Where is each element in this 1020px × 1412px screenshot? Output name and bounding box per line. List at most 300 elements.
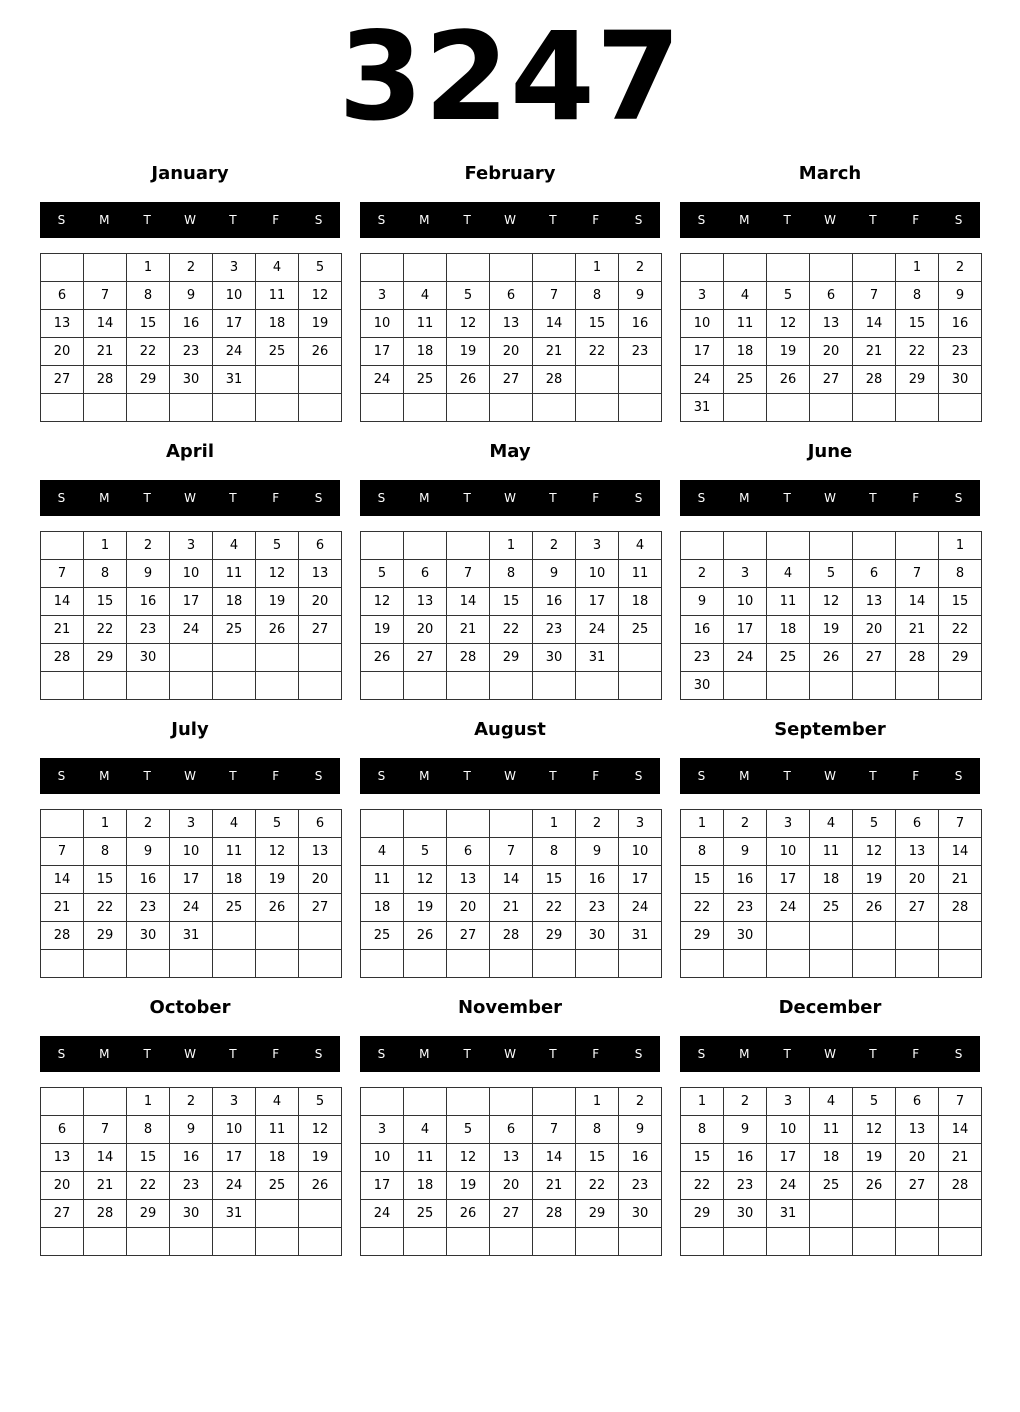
day-cell: 15 [576, 310, 619, 338]
day-cell [939, 1200, 982, 1228]
day-cell [127, 394, 170, 422]
day-cell: 23 [619, 338, 662, 366]
day-cell: 28 [84, 366, 127, 394]
day-cell: 14 [84, 1144, 127, 1172]
day-cell: 6 [490, 282, 533, 310]
day-cell [533, 254, 576, 282]
day-cell: 18 [767, 616, 810, 644]
day-cell: 28 [84, 1200, 127, 1228]
weekday-label: S [57, 1047, 66, 1061]
weekday-label: T [229, 1047, 237, 1061]
day-grid [360, 1087, 662, 1256]
day-cell: 28 [490, 922, 533, 950]
day-cell [84, 950, 127, 978]
day-cell: 23 [170, 338, 213, 366]
day-cell: 17 [213, 1144, 256, 1172]
day-cell: 21 [533, 338, 576, 366]
month-name: July [171, 719, 209, 740]
day-cell [41, 950, 84, 978]
day-cell: 23 [127, 894, 170, 922]
day-cell: 17 [619, 866, 662, 894]
day-cell: 19 [256, 866, 299, 894]
day-cell: 26 [447, 366, 490, 394]
week-row [681, 838, 982, 866]
day-cell: 29 [490, 644, 533, 672]
day-cell [767, 672, 810, 700]
day-cell: 7 [533, 1116, 576, 1144]
day-cell: 8 [127, 1116, 170, 1144]
day-cell: 18 [404, 338, 447, 366]
day-cell: 8 [576, 282, 619, 310]
day-cell: 5 [853, 810, 896, 838]
day-cell [939, 1228, 982, 1256]
week-row [361, 310, 662, 338]
day-cell [84, 254, 127, 282]
month-name: December [778, 997, 882, 1018]
day-cell: 30 [170, 1200, 213, 1228]
day-cell [896, 394, 939, 422]
weekday-label: W [504, 769, 516, 783]
day-cell: 29 [84, 922, 127, 950]
week-row [681, 672, 982, 700]
day-cell: 3 [767, 810, 810, 838]
day-cell [299, 644, 342, 672]
day-cell: 11 [404, 1144, 447, 1172]
day-cell [810, 1228, 853, 1256]
day-cell: 10 [170, 838, 213, 866]
day-cell [724, 394, 767, 422]
day-cell [361, 672, 404, 700]
weekday-label: M [419, 213, 430, 227]
day-cell: 16 [127, 588, 170, 616]
day-cell: 7 [447, 560, 490, 588]
week-row [41, 1116, 342, 1144]
day-cell: 11 [767, 588, 810, 616]
month-name: June [807, 441, 853, 462]
weekday-header [360, 202, 660, 238]
day-cell: 23 [939, 338, 982, 366]
day-cell: 26 [256, 894, 299, 922]
day-cell: 7 [41, 838, 84, 866]
day-cell: 10 [361, 1144, 404, 1172]
week-row [41, 672, 342, 700]
day-cell: 21 [84, 338, 127, 366]
week-row [681, 922, 982, 950]
weekday-label: W [184, 491, 196, 505]
day-cell: 17 [213, 310, 256, 338]
day-cell: 9 [576, 838, 619, 866]
weekday-label: W [184, 1047, 196, 1061]
day-cell: 15 [681, 1144, 724, 1172]
day-cell [939, 950, 982, 978]
day-cell: 20 [41, 1172, 84, 1200]
day-cell: 4 [404, 282, 447, 310]
day-cell: 12 [767, 310, 810, 338]
day-cell [896, 1200, 939, 1228]
weekday-label: T [463, 491, 471, 505]
day-cell: 29 [896, 366, 939, 394]
week-row [361, 394, 662, 422]
weekday-label: W [824, 769, 836, 783]
weekday-label: S [314, 491, 323, 505]
day-grid [40, 531, 342, 700]
day-cell: 18 [810, 866, 853, 894]
day-cell: 9 [170, 1116, 213, 1144]
weekday-label: T [783, 769, 791, 783]
day-cell: 4 [724, 282, 767, 310]
day-cell: 26 [299, 1172, 342, 1200]
day-cell: 22 [84, 894, 127, 922]
day-cell: 5 [299, 254, 342, 282]
day-cell: 11 [213, 838, 256, 866]
month-name: January [151, 163, 229, 184]
weekday-label: S [57, 491, 66, 505]
day-cell: 5 [256, 810, 299, 838]
week-row [681, 366, 982, 394]
weekday-label: F [912, 1047, 920, 1061]
day-cell: 30 [576, 922, 619, 950]
day-cell [576, 1228, 619, 1256]
day-cell [256, 1228, 299, 1256]
month-name: March [798, 163, 862, 184]
day-cell [213, 1228, 256, 1256]
day-grid [360, 531, 662, 700]
day-cell: 12 [853, 838, 896, 866]
day-cell [404, 672, 447, 700]
day-cell: 2 [170, 1088, 213, 1116]
day-cell [84, 672, 127, 700]
day-cell: 18 [256, 310, 299, 338]
day-cell: 11 [213, 560, 256, 588]
weekday-label: S [377, 1047, 386, 1061]
day-cell: 28 [41, 644, 84, 672]
day-cell: 9 [170, 282, 213, 310]
day-cell: 27 [41, 1200, 84, 1228]
day-cell: 30 [681, 672, 724, 700]
weekday-label: F [592, 491, 600, 505]
day-cell: 19 [256, 588, 299, 616]
day-cell: 12 [447, 1144, 490, 1172]
day-cell: 25 [619, 616, 662, 644]
day-cell: 24 [681, 366, 724, 394]
day-cell: 17 [576, 588, 619, 616]
day-cell: 29 [84, 644, 127, 672]
weekday-label: F [272, 213, 280, 227]
day-cell: 9 [724, 1116, 767, 1144]
day-cell: 13 [299, 560, 342, 588]
day-cell: 13 [896, 1116, 939, 1144]
weekday-label: S [697, 491, 706, 505]
day-cell: 16 [939, 310, 982, 338]
day-cell: 24 [724, 644, 767, 672]
weekday-label: W [184, 769, 196, 783]
day-cell: 13 [490, 310, 533, 338]
day-cell: 29 [127, 1200, 170, 1228]
day-cell: 7 [533, 282, 576, 310]
day-cell: 23 [170, 1172, 213, 1200]
day-cell [939, 672, 982, 700]
day-cell: 19 [853, 866, 896, 894]
day-cell: 7 [84, 1116, 127, 1144]
day-grid [680, 809, 982, 978]
day-cell [170, 1228, 213, 1256]
day-cell: 26 [404, 922, 447, 950]
day-cell: 2 [619, 1088, 662, 1116]
month-name: August [474, 719, 546, 740]
week-row [41, 1172, 342, 1200]
day-cell [681, 254, 724, 282]
day-cell: 28 [896, 644, 939, 672]
day-cell: 3 [681, 282, 724, 310]
day-cell: 2 [127, 810, 170, 838]
day-cell: 13 [810, 310, 853, 338]
day-cell [447, 672, 490, 700]
day-cell [447, 1228, 490, 1256]
day-cell: 19 [767, 338, 810, 366]
weekday-label: M [99, 769, 110, 783]
day-cell: 13 [299, 838, 342, 866]
week-row [361, 1144, 662, 1172]
day-cell: 21 [533, 1172, 576, 1200]
day-cell: 31 [619, 922, 662, 950]
week-row [681, 338, 982, 366]
day-cell: 30 [619, 1200, 662, 1228]
day-cell: 1 [84, 532, 127, 560]
day-cell: 26 [810, 644, 853, 672]
week-row [361, 672, 662, 700]
day-cell: 1 [490, 532, 533, 560]
day-cell: 7 [939, 810, 982, 838]
day-cell: 17 [767, 1144, 810, 1172]
day-cell: 15 [84, 588, 127, 616]
week-row [681, 1116, 982, 1144]
day-cell: 9 [724, 838, 767, 866]
day-cell [41, 810, 84, 838]
day-cell: 13 [896, 838, 939, 866]
week-row [41, 1088, 342, 1116]
weekday-label: T [869, 491, 877, 505]
day-cell: 1 [939, 532, 982, 560]
day-cell: 6 [853, 560, 896, 588]
day-cell [490, 254, 533, 282]
day-cell: 31 [213, 366, 256, 394]
weekday-label: T [143, 1047, 151, 1061]
weekday-label: M [419, 769, 430, 783]
day-cell: 20 [853, 616, 896, 644]
day-cell [361, 394, 404, 422]
day-cell [724, 1228, 767, 1256]
day-cell: 27 [810, 366, 853, 394]
day-cell: 28 [533, 366, 576, 394]
day-cell [256, 644, 299, 672]
day-cell [256, 922, 299, 950]
day-cell: 31 [681, 394, 724, 422]
week-row [681, 1200, 982, 1228]
day-cell: 14 [939, 1116, 982, 1144]
day-cell [361, 950, 404, 978]
day-cell [853, 394, 896, 422]
day-cell: 12 [299, 282, 342, 310]
weekday-label: F [592, 769, 600, 783]
day-cell: 14 [447, 588, 490, 616]
weekday-label: S [314, 1047, 323, 1061]
week-row [361, 366, 662, 394]
weekday-label: W [184, 213, 196, 227]
day-cell [84, 1228, 127, 1256]
week-row [41, 282, 342, 310]
week-row [41, 950, 342, 978]
day-cell: 30 [127, 644, 170, 672]
day-cell: 4 [213, 532, 256, 560]
day-cell: 14 [41, 866, 84, 894]
day-cell: 5 [447, 282, 490, 310]
day-cell: 24 [361, 366, 404, 394]
week-row [361, 810, 662, 838]
day-cell: 2 [939, 254, 982, 282]
day-cell [810, 254, 853, 282]
week-row [41, 894, 342, 922]
weekday-label: S [954, 1047, 963, 1061]
day-cell: 29 [939, 644, 982, 672]
day-cell: 28 [41, 922, 84, 950]
day-cell: 21 [84, 1172, 127, 1200]
day-grid [40, 253, 342, 422]
day-cell: 16 [619, 1144, 662, 1172]
day-cell: 19 [810, 616, 853, 644]
day-cell: 31 [767, 1200, 810, 1228]
day-cell: 21 [939, 866, 982, 894]
day-cell: 31 [576, 644, 619, 672]
week-row [41, 838, 342, 866]
weekday-label: W [504, 1047, 516, 1061]
week-row [681, 644, 982, 672]
day-cell: 11 [256, 282, 299, 310]
day-cell [724, 254, 767, 282]
week-row [41, 588, 342, 616]
day-cell [256, 950, 299, 978]
day-grid [680, 531, 982, 700]
weekday-label: S [697, 769, 706, 783]
day-cell: 1 [896, 254, 939, 282]
day-cell: 21 [447, 616, 490, 644]
day-grid [680, 253, 982, 422]
day-cell [939, 394, 982, 422]
day-cell: 15 [939, 588, 982, 616]
day-cell: 9 [533, 560, 576, 588]
week-row [41, 254, 342, 282]
day-cell: 19 [299, 1144, 342, 1172]
day-cell [576, 672, 619, 700]
day-cell: 5 [853, 1088, 896, 1116]
day-cell [490, 1228, 533, 1256]
day-cell: 17 [361, 1172, 404, 1200]
weekday-header [40, 1036, 340, 1072]
day-cell [533, 1088, 576, 1116]
day-cell: 1 [681, 810, 724, 838]
weekday-label: W [824, 213, 836, 227]
day-cell: 19 [404, 894, 447, 922]
week-row [681, 282, 982, 310]
day-cell: 7 [853, 282, 896, 310]
day-cell [533, 1228, 576, 1256]
day-cell: 9 [681, 588, 724, 616]
week-row [361, 282, 662, 310]
day-cell: 8 [127, 282, 170, 310]
day-cell [619, 950, 662, 978]
day-cell [447, 394, 490, 422]
day-cell: 5 [361, 560, 404, 588]
week-row [361, 1116, 662, 1144]
weekday-label: F [592, 213, 600, 227]
week-row [681, 310, 982, 338]
weekday-label: M [739, 769, 750, 783]
weekday-label: M [739, 491, 750, 505]
day-cell: 20 [299, 866, 342, 894]
week-row [41, 338, 342, 366]
day-cell [256, 672, 299, 700]
month-name: May [489, 441, 531, 462]
day-cell [361, 532, 404, 560]
day-cell [170, 950, 213, 978]
day-cell: 1 [533, 810, 576, 838]
day-cell [404, 394, 447, 422]
week-row [361, 560, 662, 588]
day-cell [447, 254, 490, 282]
day-cell: 15 [896, 310, 939, 338]
day-cell [767, 394, 810, 422]
day-cell [404, 810, 447, 838]
day-cell: 25 [404, 1200, 447, 1228]
weekday-label: T [229, 213, 237, 227]
day-cell: 5 [447, 1116, 490, 1144]
day-cell [127, 1228, 170, 1256]
day-cell [853, 922, 896, 950]
weekday-label: T [783, 213, 791, 227]
day-cell: 28 [533, 1200, 576, 1228]
day-cell: 17 [361, 338, 404, 366]
day-cell: 25 [767, 644, 810, 672]
day-cell: 21 [41, 616, 84, 644]
day-cell [810, 672, 853, 700]
weekday-label: M [739, 1047, 750, 1061]
weekday-header [680, 758, 980, 794]
day-cell: 12 [810, 588, 853, 616]
week-row [681, 532, 982, 560]
day-cell [767, 1228, 810, 1256]
day-cell: 12 [256, 838, 299, 866]
day-cell: 17 [681, 338, 724, 366]
day-cell [299, 1200, 342, 1228]
day-cell: 12 [447, 310, 490, 338]
week-row [681, 1172, 982, 1200]
day-cell: 25 [724, 366, 767, 394]
day-cell: 28 [853, 366, 896, 394]
day-cell: 31 [213, 1200, 256, 1228]
day-cell: 20 [896, 866, 939, 894]
day-cell [127, 672, 170, 700]
day-cell: 15 [533, 866, 576, 894]
week-row [361, 1172, 662, 1200]
day-cell: 11 [724, 310, 767, 338]
day-cell: 27 [490, 1200, 533, 1228]
day-cell [404, 1088, 447, 1116]
day-cell: 26 [447, 1200, 490, 1228]
day-cell: 22 [84, 616, 127, 644]
weekday-label: M [99, 1047, 110, 1061]
day-cell: 2 [619, 254, 662, 282]
day-cell: 29 [681, 1200, 724, 1228]
day-cell: 3 [170, 810, 213, 838]
